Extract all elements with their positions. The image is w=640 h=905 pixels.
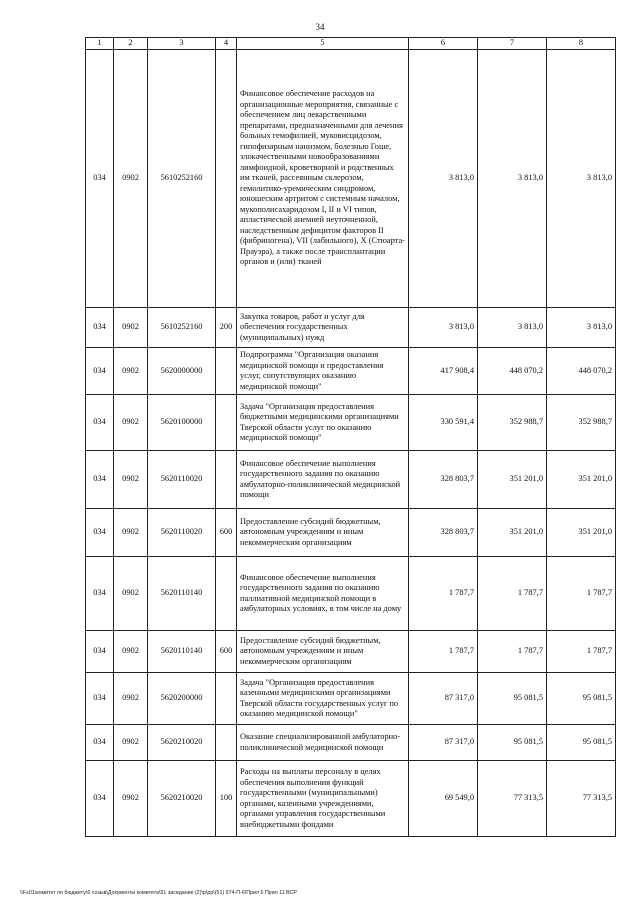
- subsection-cell: 0902: [114, 451, 148, 509]
- subsection-cell: 0902: [114, 509, 148, 557]
- footer-file-path: \\Fs01\комитет по бюджету\6 созыв\Документы комитета\51 заседание (2)\р\рр\(51) 974-П-6\Прил 6 Прил 11 ВСР: [20, 890, 297, 896]
- subsection-cell: 0902: [114, 631, 148, 673]
- amount-year1-cell: 69 549,0: [409, 761, 478, 837]
- amount-year3-cell: 1 787,7: [547, 557, 616, 631]
- description-cell: Финансовое обеспечение выполнения государственного задания по оказанию паллиативной медицинской помощи в амбулаторных условиях, в том числе на дому: [237, 557, 409, 631]
- table-row: [86, 631, 616, 673]
- column-number: 5: [237, 38, 409, 50]
- table-row: [86, 761, 616, 837]
- subsection-cell: 0902: [114, 50, 148, 308]
- column-number: 4: [216, 38, 237, 50]
- column-number: 1: [86, 38, 114, 50]
- expense-type-cell: [216, 557, 237, 631]
- target-article-cell: 5620100000: [148, 395, 216, 451]
- amount-year2-cell: 3 813,0: [478, 308, 547, 348]
- table-row: [86, 673, 616, 725]
- admin-code-cell: 034: [86, 761, 114, 837]
- admin-code-cell: 034: [86, 50, 114, 308]
- description-cell: Предоставление субсидий бюджетным, автономным учреждениям и иным некоммерческим организациям: [237, 631, 409, 673]
- subsection-cell: 0902: [114, 557, 148, 631]
- target-article-cell: 5620200000: [148, 673, 216, 725]
- expense-type-cell: [216, 673, 237, 725]
- amount-year3-cell: 95 081,5: [547, 673, 616, 725]
- admin-code-cell: 034: [86, 673, 114, 725]
- admin-code-cell: 034: [86, 451, 114, 509]
- amount-year2-cell: 95 081,5: [478, 673, 547, 725]
- subsection-cell: 0902: [114, 348, 148, 395]
- subsection-cell: 0902: [114, 308, 148, 348]
- subsection-cell: 0902: [114, 395, 148, 451]
- column-number: 7: [478, 38, 547, 50]
- table-row: [86, 395, 616, 451]
- amount-year3-cell: 3 813,0: [547, 50, 616, 308]
- column-number: 8: [547, 38, 616, 50]
- description-cell: Предоставление субсидий бюджетным, автономным учреждениям и иным некоммерческим организациям: [237, 509, 409, 557]
- expense-type-cell: 100: [216, 761, 237, 837]
- table-row: [86, 725, 616, 761]
- description-cell: Закупка товаров, работ и услуг для обеспечения государственных (муниципальных) нужд: [237, 308, 409, 348]
- amount-year1-cell: 87 317,0: [409, 673, 478, 725]
- column-number: 2: [114, 38, 148, 50]
- description-cell: Финансовое обеспечение расходов на организационные мероприятия, связанные с обеспечением лиц лекарственными препаратами, предназначенными для лечения больных гемофилией, муковисцидозом, гипофизарным нанизмом, болезнью Гоше, злокачественными новообразованиями лимфоидной, кроветворной и родственных им тканей, рассеянным склерозом, гемолитико-уремическим синдромом, юношеским артритом с системным началом, мукополисахаридозом I, II и VI типов, апластической анемией неуточненной, наследственным дефицитом факторов II (фибриногена), VII (лабильного), X (Стюарта-Прауэра), а также после трансплантации органов и (или) тканей: [237, 50, 409, 308]
- target-article-cell: 5620110020: [148, 509, 216, 557]
- amount-year1-cell: 330 591,4: [409, 395, 478, 451]
- target-article-cell: 5620110020: [148, 451, 216, 509]
- amount-year3-cell: 77 313,5: [547, 761, 616, 837]
- expense-type-cell: [216, 451, 237, 509]
- amount-year1-cell: 328 803,7: [409, 509, 478, 557]
- expense-type-cell: [216, 348, 237, 395]
- table-row: [86, 348, 616, 395]
- subsection-cell: 0902: [114, 725, 148, 761]
- amount-year1-cell: 1 787,7: [409, 631, 478, 673]
- description-cell: Подпрограмма "Организация оказания медицинской помощи и предоставления услуг, сопутствующих оказанию медицинской помощи": [237, 348, 409, 395]
- target-article-cell: 5620210020: [148, 725, 216, 761]
- amount-year3-cell: 95 081,5: [547, 725, 616, 761]
- target-article-cell: 5610252160: [148, 308, 216, 348]
- description-cell: Финансовое обеспечение выполнения государственного задания по оказанию амбулаторно-поликлинической медицинской помощи: [237, 451, 409, 509]
- expense-type-cell: [216, 50, 237, 308]
- budget-table: [85, 37, 616, 837]
- admin-code-cell: 034: [86, 725, 114, 761]
- amount-year2-cell: 1 787,7: [478, 631, 547, 673]
- amount-year1-cell: 3 813,0: [409, 308, 478, 348]
- expense-type-cell: 200: [216, 308, 237, 348]
- amount-year1-cell: 3 813,0: [409, 50, 478, 308]
- amount-year2-cell: 1 787,7: [478, 557, 547, 631]
- amount-year2-cell: 352 988,7: [478, 395, 547, 451]
- amount-year1-cell: 87 317,0: [409, 725, 478, 761]
- amount-year2-cell: 77 313,5: [478, 761, 547, 837]
- admin-code-cell: 034: [86, 308, 114, 348]
- description-cell: Задача "Организация предоставления бюджетными медицинскими организациями Тверской области услуг по оказанию медицинской помощи": [237, 395, 409, 451]
- target-article-cell: 5620110140: [148, 557, 216, 631]
- subsection-cell: 0902: [114, 761, 148, 837]
- expense-type-cell: [216, 725, 237, 761]
- admin-code-cell: 034: [86, 395, 114, 451]
- amount-year2-cell: 351 201,0: [478, 451, 547, 509]
- amount-year2-cell: 448 070,2: [478, 348, 547, 395]
- amount-year2-cell: 351 201,0: [478, 509, 547, 557]
- table-row: [86, 308, 616, 348]
- description-cell: Задача "Организация предоставления казенными медицинскими организациями Тверской области государственных услуг по оказанию медицинской помощи": [237, 673, 409, 725]
- admin-code-cell: 034: [86, 348, 114, 395]
- admin-code-cell: 034: [86, 631, 114, 673]
- amount-year3-cell: 1 787,7: [547, 631, 616, 673]
- description-cell: Оказание специализированной амбулаторно-поликлинической медицинской помощи: [237, 725, 409, 761]
- target-article-cell: 5620110140: [148, 631, 216, 673]
- amount-year3-cell: 351 201,0: [547, 509, 616, 557]
- amount-year2-cell: 95 081,5: [478, 725, 547, 761]
- amount-year1-cell: 417 908,4: [409, 348, 478, 395]
- amount-year3-cell: 3 813,0: [547, 308, 616, 348]
- column-number: 6: [409, 38, 478, 50]
- header-row: [86, 38, 616, 50]
- subsection-cell: 0902: [114, 673, 148, 725]
- amount-year2-cell: 3 813,0: [478, 50, 547, 308]
- table-row: [86, 557, 616, 631]
- table-row: [86, 50, 616, 308]
- table-row: [86, 509, 616, 557]
- expense-type-cell: 600: [216, 631, 237, 673]
- amount-year3-cell: 448 070,2: [547, 348, 616, 395]
- target-article-cell: 5620210020: [148, 761, 216, 837]
- column-number: 3: [148, 38, 216, 50]
- target-article-cell: 5620000000: [148, 348, 216, 395]
- amount-year1-cell: 1 787,7: [409, 557, 478, 631]
- admin-code-cell: 034: [86, 557, 114, 631]
- description-cell: Расходы на выплаты персоналу в целях обеспечения выполнения функций государственными (муниципальными) органами, казенными учреждениями, органами управления государственными внебюджетными фондами: [237, 761, 409, 837]
- page-number: 34: [315, 22, 325, 32]
- amount-year3-cell: 352 988,7: [547, 395, 616, 451]
- target-article-cell: 5610252160: [148, 50, 216, 308]
- admin-code-cell: 034: [86, 509, 114, 557]
- expense-type-cell: [216, 395, 237, 451]
- expense-type-cell: 600: [216, 509, 237, 557]
- amount-year3-cell: 351 201,0: [547, 451, 616, 509]
- table-row: [86, 451, 616, 509]
- amount-year1-cell: 328 803,7: [409, 451, 478, 509]
